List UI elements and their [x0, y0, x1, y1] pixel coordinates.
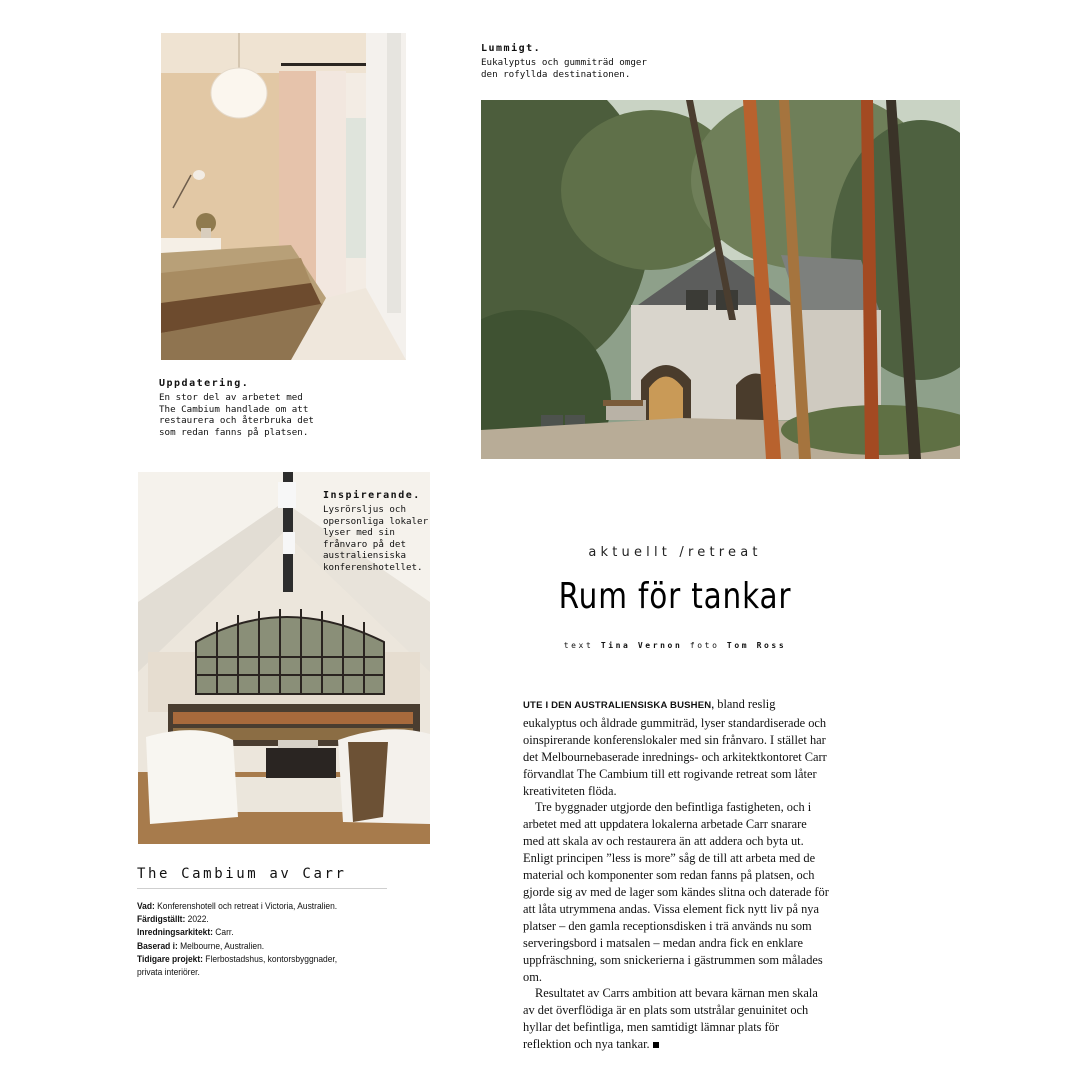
fact-value: Flerbostadshus, kontorsbyggnader, [202, 952, 338, 964]
fact-row [137, 952, 362, 965]
fact-row [137, 965, 362, 978]
body-paragraph-1 [523, 696, 829, 799]
byline-text-label: text [563, 641, 594, 650]
fact-label: Vad: [137, 900, 155, 911]
fact-label: Baserad i: [137, 939, 178, 951]
fact-value: Konferenshotell och retreat i Victoria, Australien. [154, 900, 338, 911]
paragraph-2-text: Tre byggnader utgjorde den befintliga fastigheten, och i arbetet med att uppdatera lokalerna arbetade Carr snarare med att skala av och restaurera än att addera och byta ut. Enligt principen ”less is more” såg de till att arbeta med de material och komponenter som redan fanns på platsen, och gjorde sig av med de lager som kändes slitna och daterade för att låta utrymmena andas. Vissa element fick nytt liv på nya platser – den gamla receptionsdisken i trä används nu som serveringsbord i matsalen – medan andra fick en enklare uppfräschning, som snickerierna i gästrummen som målades om. [523, 800, 829, 984]
fact-list [137, 899, 387, 978]
fact-row [137, 912, 362, 925]
house-forest-photo [481, 100, 960, 459]
fact-value: 2022. [185, 913, 209, 925]
fact-row [137, 899, 362, 912]
fact-box [137, 866, 387, 978]
paragraph-3-text: Resultatet av Carrs ambition att bevara kärnan men skala av det överflödiga är en plats som utstrålar genuinitet och hyllar det befintliga, men samtidigt lämnar plats för reflektion och nya tankar. [523, 986, 818, 1052]
caption-text-lummigt: Eukalyptus och gummiträd omger den rofyllda destinationen. [481, 57, 647, 80]
article-body [523, 696, 829, 1053]
fact-value: privata interiörer. [137, 966, 200, 978]
caption-title-uppdatering: Uppdatering. [159, 378, 250, 389]
caption-text-inspirerande: Lysrörsljus och opersonliga lokaler lyser med sin frånvaro på det australiensiska konferenshotellet. [323, 504, 429, 573]
paragraph-1-text: bland reslig eukalyptus och åldrade gummiträd, lyser standardiserade och oinspirerande konferenslokaler med sin frånvaro. I stället har det Melbournebaserade inrednings- och arkitektkontoret Carr förvandlat The Cambium till ett rogivande retreat som låter kreativiteten flöda. [523, 697, 827, 798]
byline-photographer: Tom Ross [726, 641, 787, 650]
fact-box-title: The Cambium av Carr [137, 866, 347, 882]
bedroom-photo [161, 33, 406, 360]
lead-in: UTE I DEN AUSTRALIENSISKA BUSHEN, [523, 700, 715, 711]
fact-value: Carr. [212, 926, 234, 938]
fact-label: Färdigställt: [137, 913, 186, 925]
byline-photo-label: foto [689, 641, 720, 650]
body-paragraph-3 [523, 985, 829, 1053]
byline-author: Tina Vernon [600, 641, 683, 650]
caption-text-uppdatering: En stor del av arbetet med The Cambium handlade om att restaurera och återbruka det som redan fanns på platsen. [159, 392, 314, 438]
byline [520, 641, 830, 650]
section-kicker: aktuellt /retreat [588, 545, 762, 560]
article-headline: Rum för tankar [558, 576, 792, 617]
fact-row [137, 939, 362, 952]
body-paragraph-2 [523, 799, 829, 985]
fact-box-divider [137, 888, 387, 889]
fact-label: Inredningsarkitekt: [137, 926, 213, 938]
fact-label: Tidigare projekt: [137, 952, 203, 964]
caption-title-lummigt: Lummigt. [481, 43, 542, 54]
fact-row [137, 925, 362, 938]
end-mark-icon [653, 1042, 659, 1048]
caption-title-inspirerande: Inspirerande. [323, 490, 421, 501]
fact-value: Melbourne, Australien. [177, 939, 265, 951]
